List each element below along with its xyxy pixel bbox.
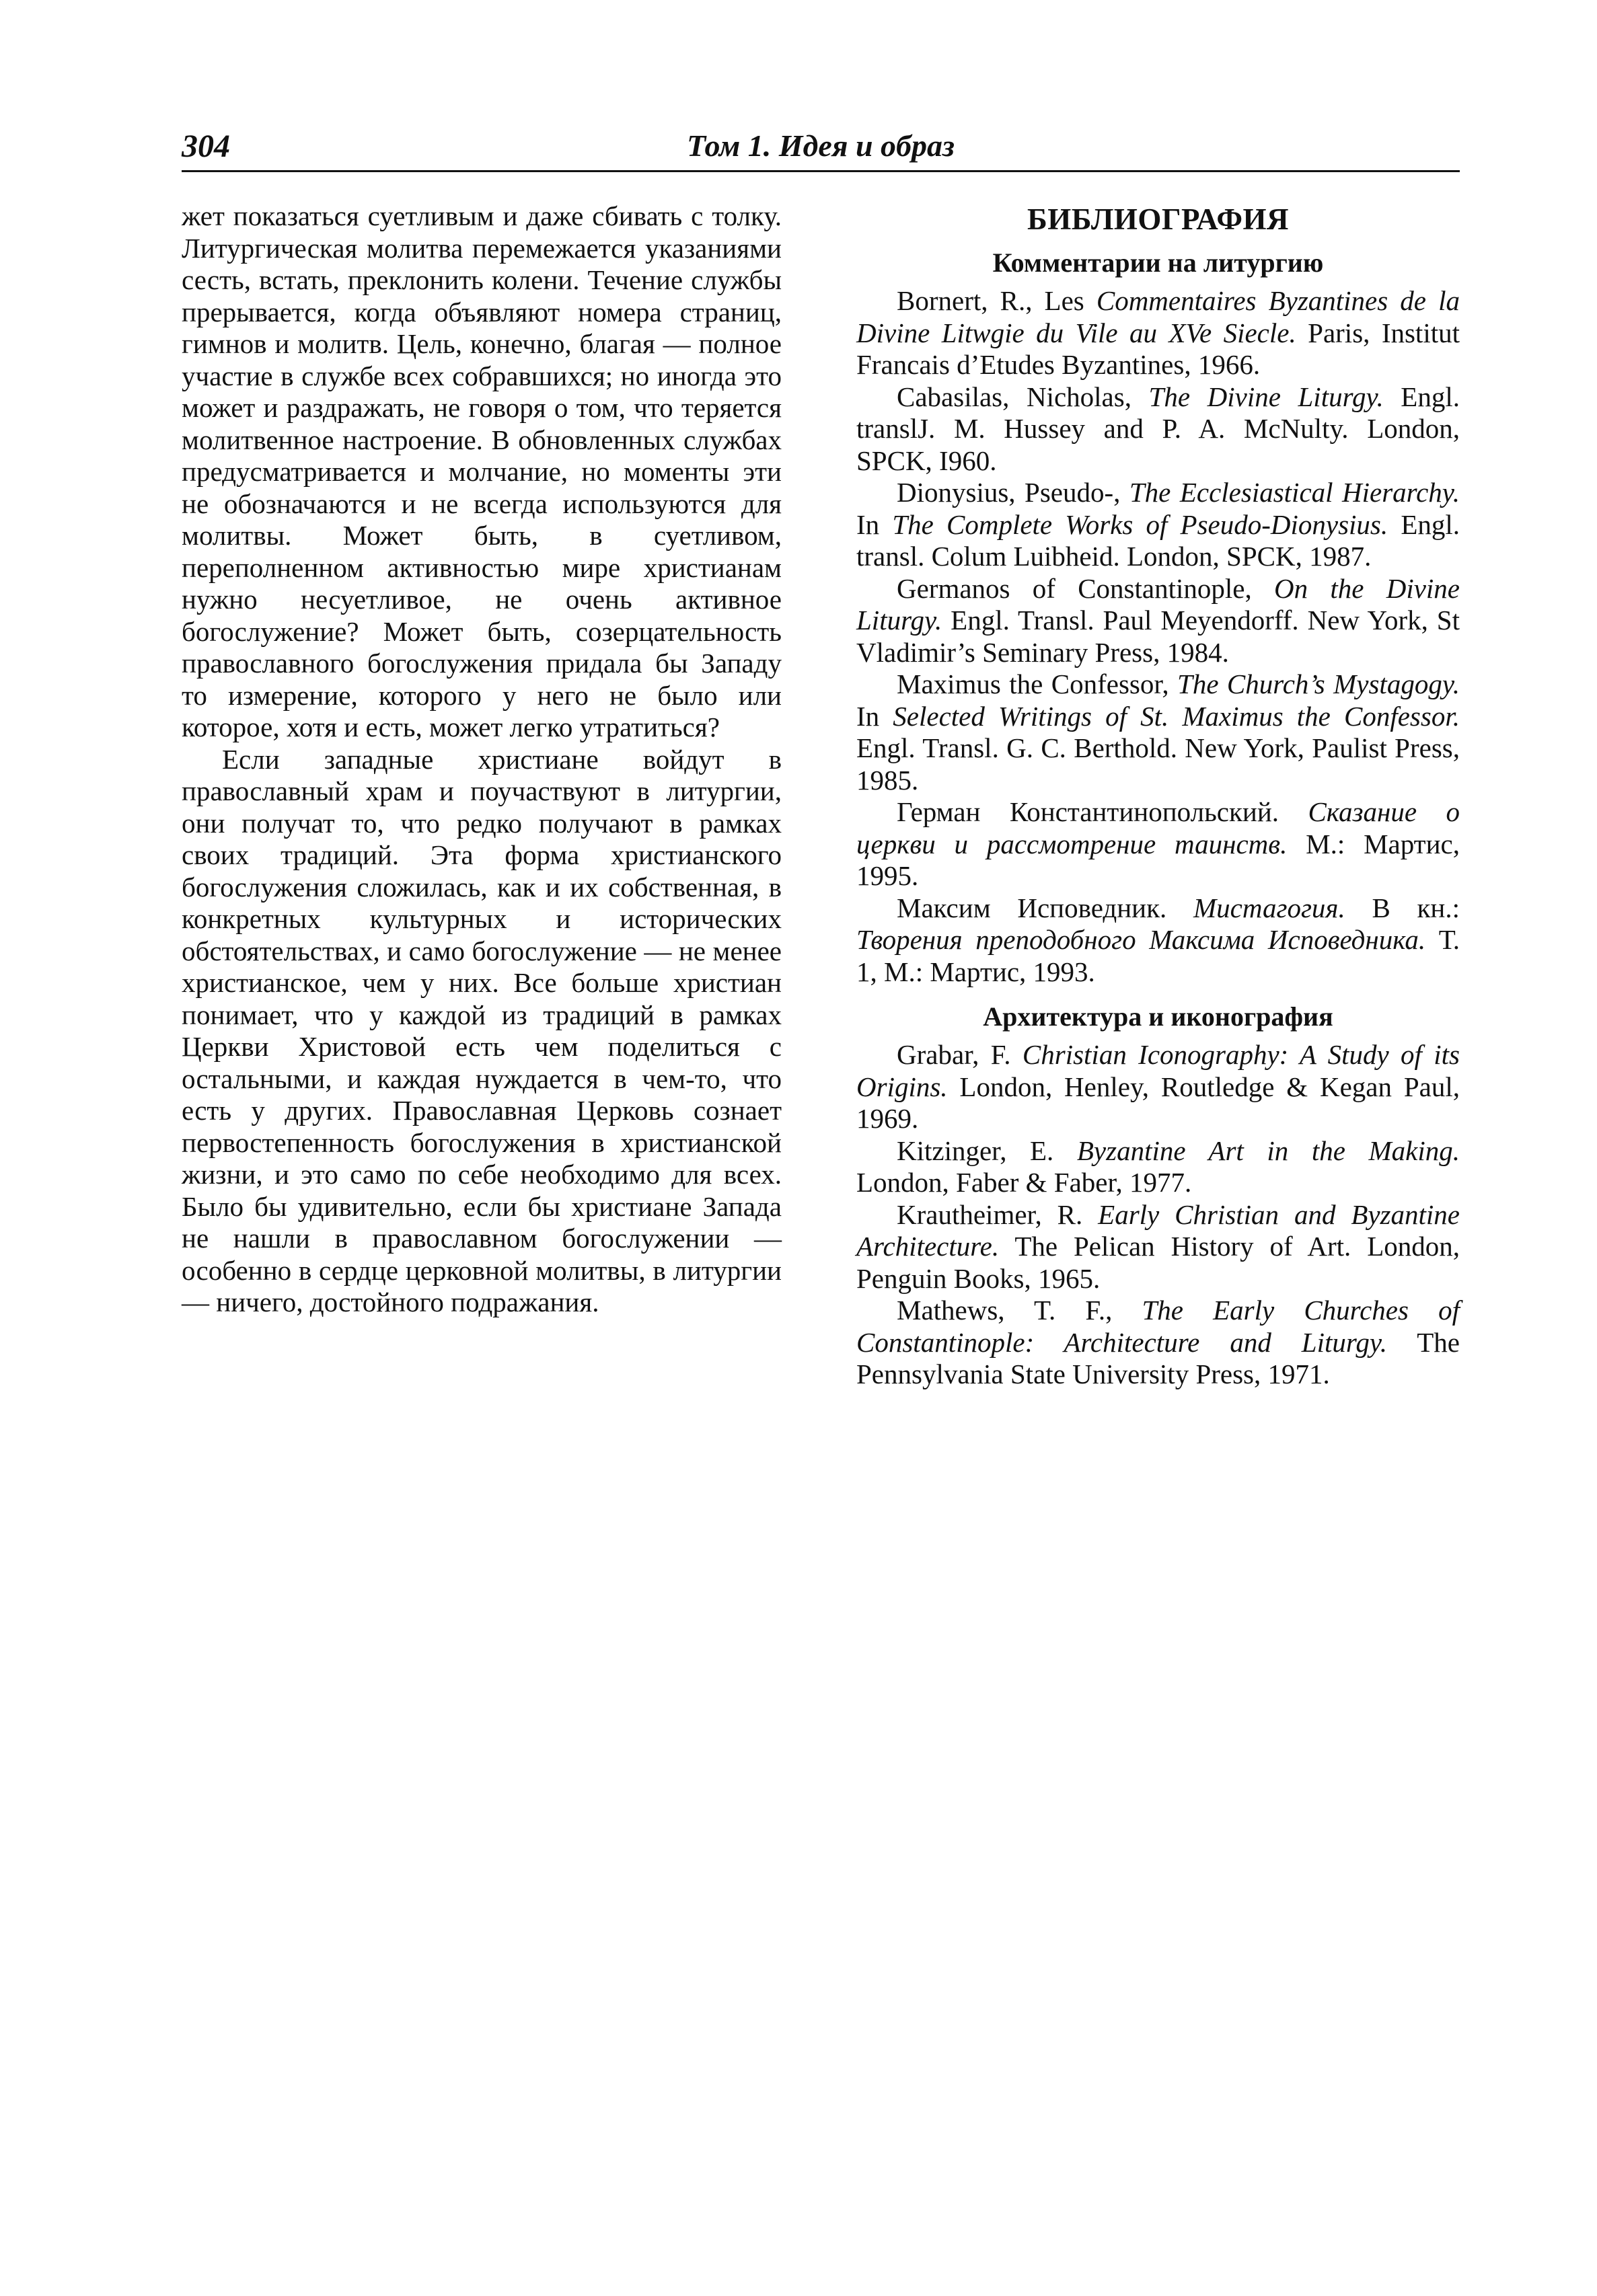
bibliography-entry: Germanos of Constantinople, On the Divine Liturgy. Engl. Transl. Paul Meyendorff. New York, St Vladimir’s Seminary Press, 1984. <box>856 572 1460 668</box>
bibliography-entry: Bornert, R., Les Commentaires Byzantines de la Divine Litwgie du Vile au XVe Siecle. Paris, Institut Francais d’Etudes Byzantines, 1966. <box>856 285 1460 380</box>
bibliography-entry: Grabar, F. Christian Iconography: A Study of its Origins. London, Henley, Routledge & Kegan Paul, 1969. <box>856 1039 1460 1134</box>
body-paragraph-2: Если западные христиане войдут в православный храм и поучаствуют в литургии, они получат то, что редко получают в рамках своих традиций. Эта форма христианского богослужения сложилась, как и их собственная, в конкретных культурных и исторических обстоятельствах, и само богослужение — не менее христианское, чем у них. Все больше христиан понимает, что у каждой из традиций в рамках Церкви Христовой есть чем поделиться с остальными, и каждая нуждается в чем-то, что есть у других. Православная Церковь сознает первостепенность богослужения в христианской жизни, и это само по себе необходимо для всех. Было бы удивительно, если бы христиане Запада не нашли в православном богослужении — особенно в сердце церковной молитвы, в литургии — ничего, достойного подражания. <box>182 743 782 1317</box>
bibliography-title: БИБЛИОГРАФИЯ <box>1027 202 1290 236</box>
running-title: Том 1. Идея и образ <box>687 128 955 163</box>
bibliography-entry: Максим Исповедник. Мистагогия. В кн.: Творения преподобного Максима Исповедника. Т. 1, М.: Мартис, 1993. <box>856 892 1460 987</box>
section-heading-architecture-iconography: Архитектура и иконография <box>983 1001 1333 1032</box>
bibliography-column <box>856 200 1460 1391</box>
bibliography-entry: Mathews, T. F., The Early Churches of Constantinople: Architecture and Liturgy. The Pennsylvania State University Press, 1971. <box>856 1295 1460 1389</box>
bibliography-entry: Dionysius, Pseudo-, The Ecclesiastical Hierarchy. In The Complete Works of Pseudo-Dionysius. Engl. transl. Colum Luibheid. London, SPCK, 1987. <box>856 477 1460 572</box>
bibliography-entry: Maximus the Confessor, The Church’s Mystagogy. In Selected Writings of St. Maximus the Confessor. Engl. Transl. G. C. Berthold. New York, Paulist Press, 1985. <box>856 668 1460 796</box>
section-heading-liturgy-commentaries: Комментарии на литургию <box>992 247 1324 278</box>
bibliography-entry: Cabasilas, Nicholas, The Divine Liturgy. Engl. translJ. M. Hussey and P. A. McNulty. London, SPCK, I960. <box>856 381 1460 476</box>
body-paragraph-1: жет показаться суетливым и даже сбивать с толку. Литургическая молитва перемежается указаниями сесть, встать, преклонить колени. Течение службы прерывается, когда объявляют номера страниц, гимнов и молитв. Цель, конечно, благая — полное участие в службе всех собравшихся; но иногда это может и раздражать, не говоря о том, что теряется молитвенное настроение. В обновленных службах предусматривается и молчание, но моменты эти не обозначаются и не всегда используются для молитвы. Может быть, в суетливом, переполненном активностью мире христианам нужно несуетливое, не очень активное богослужение? Может быть, созерцательность православного богослужения придала бы Западу то измерение, которого у него не было или которое, хотя и есть, может легко утратиться? <box>182 200 782 742</box>
page-header <box>182 128 1460 168</box>
bibliography-entry: Kitzinger, E. Byzantine Art in the Making. London, Faber & Faber, 1977. <box>856 1135 1460 1198</box>
left-column <box>182 200 782 1319</box>
header-rule <box>182 170 1460 172</box>
page-number: 304 <box>182 128 230 164</box>
bibliography-entry: Герман Константинопольский. Сказание о церкви и рассмотрение таинств. М.: Мартис, 1995. <box>856 796 1460 891</box>
bibliography-entry: Krautheimer, R. Early Christian and Byzantine Architecture. The Pelican History of Art. London, Penguin Books, 1965. <box>856 1198 1460 1294</box>
